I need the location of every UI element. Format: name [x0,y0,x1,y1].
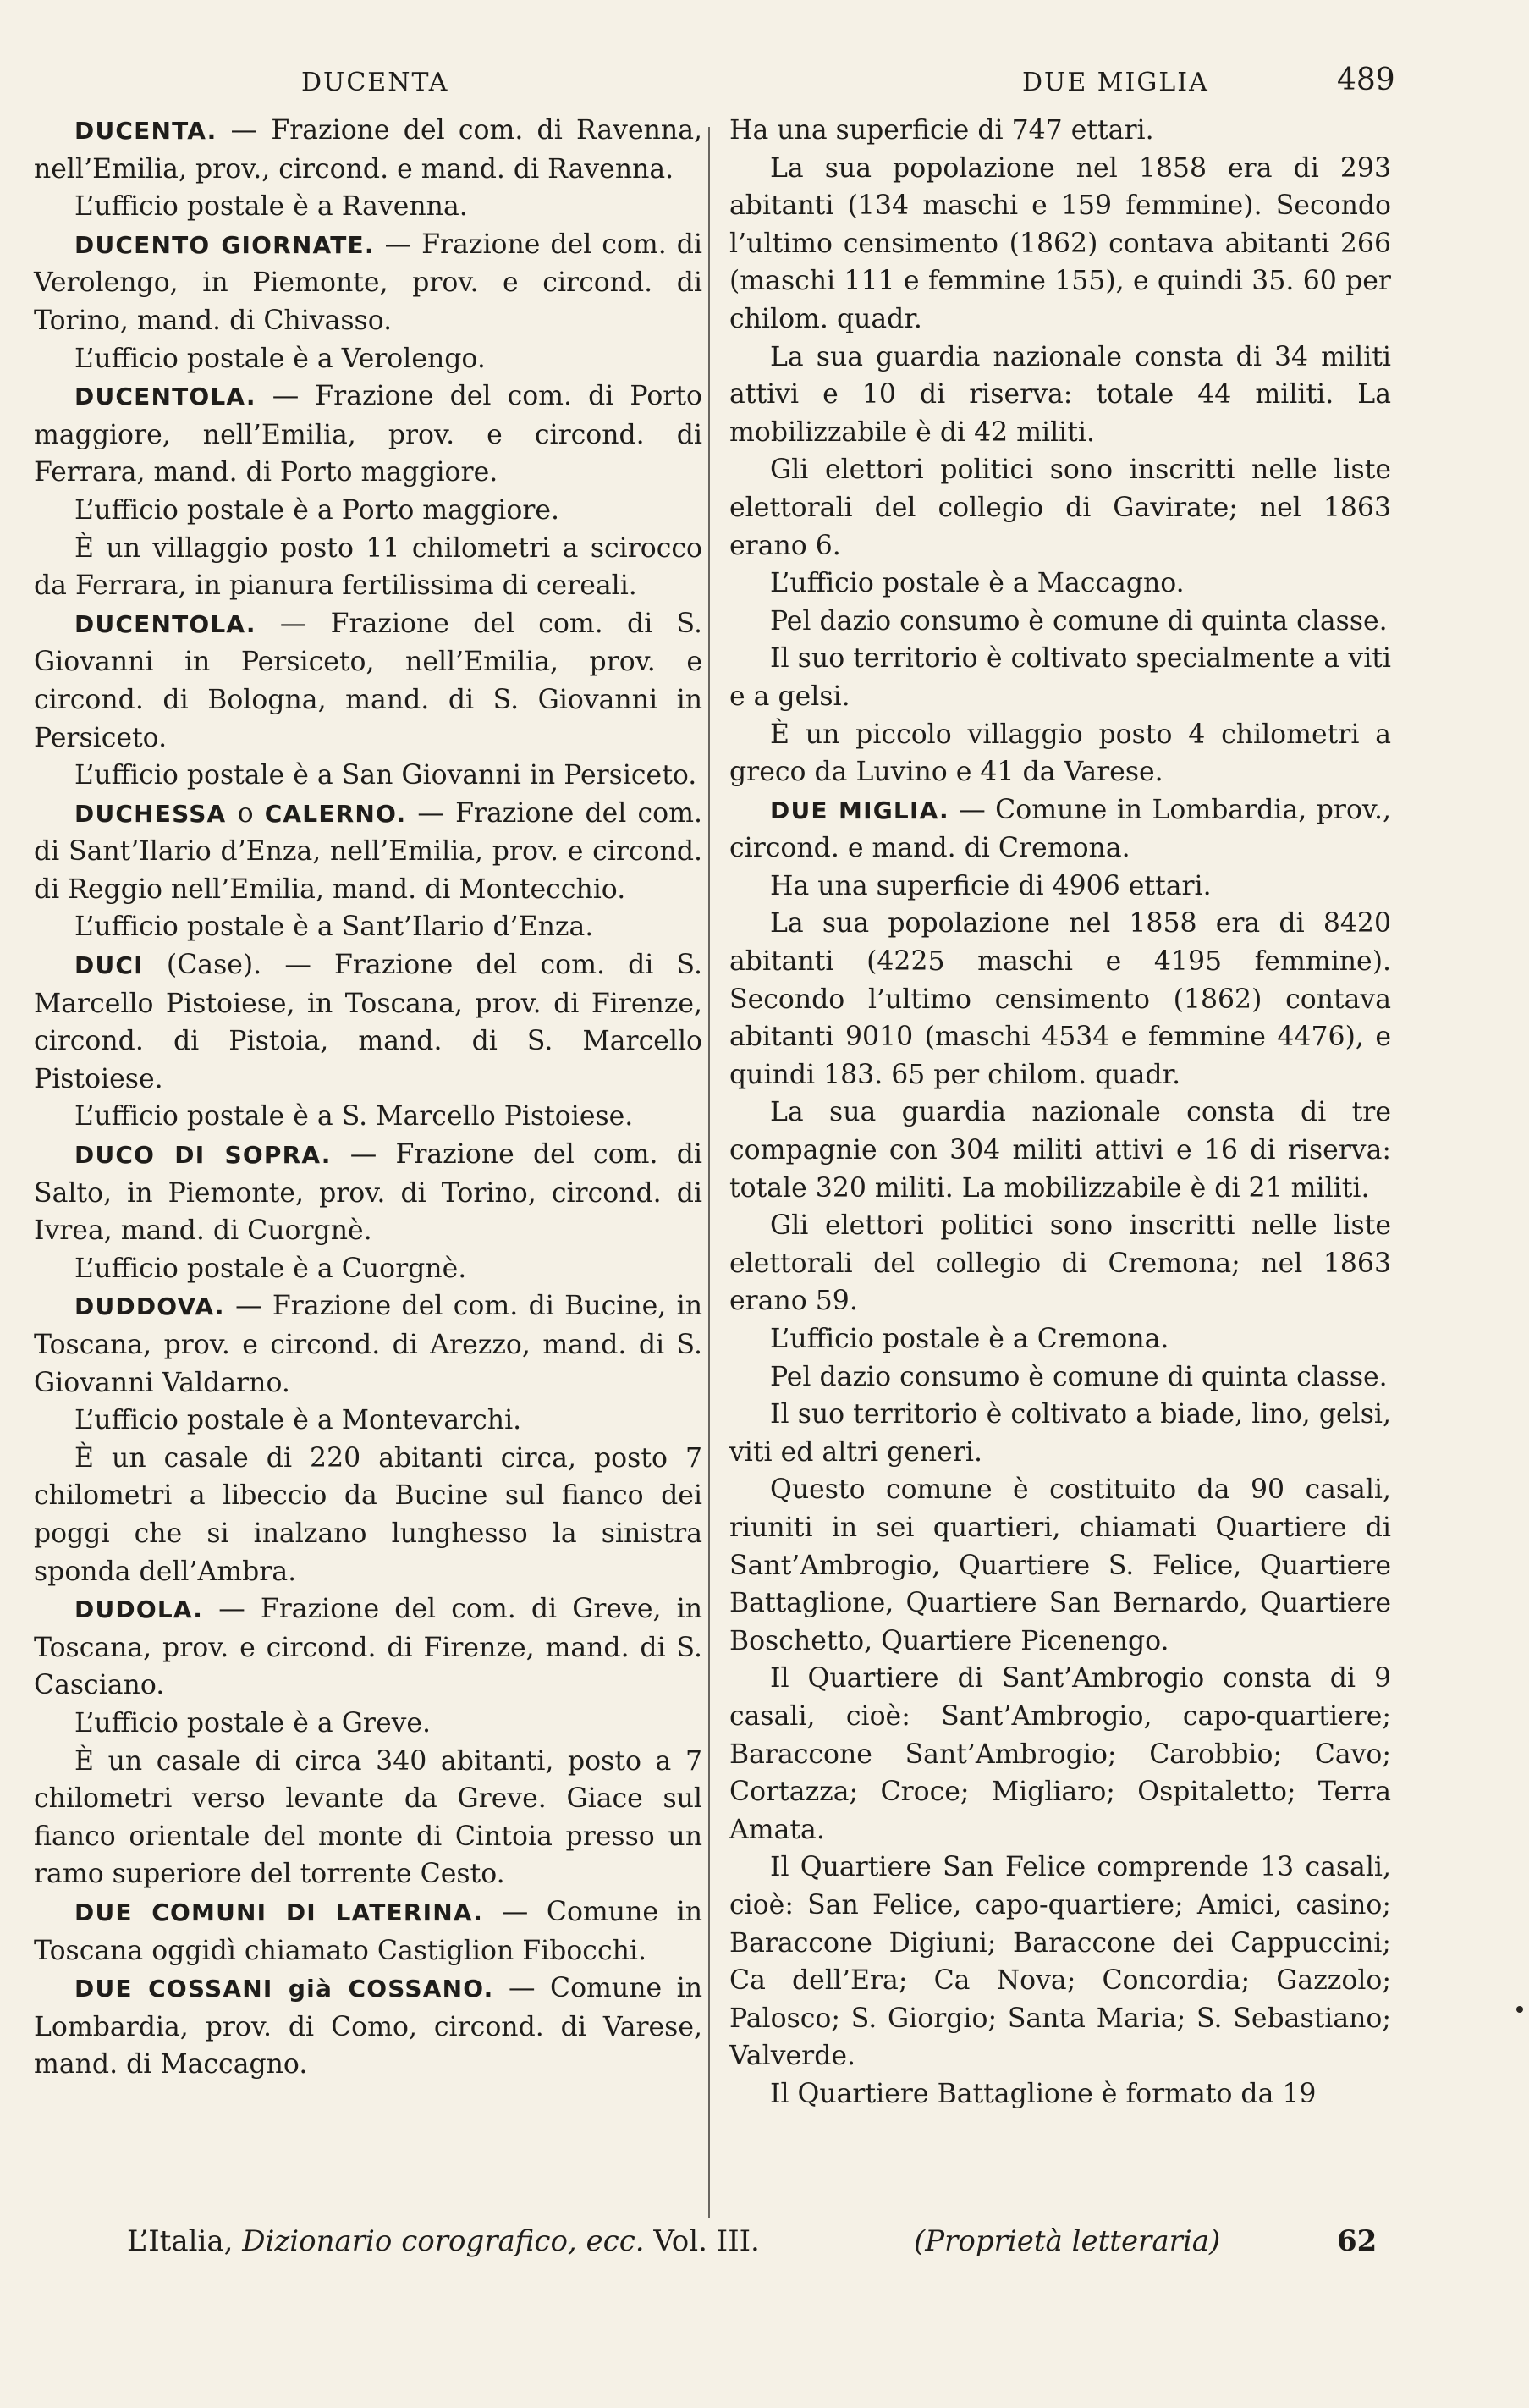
entry-text: Il suo territorio è coltivato a biade, lino, gelsi, viti ed altri generi. [729,1399,1391,1468]
entry-text: o [226,797,265,829]
footer-volume: Vol. III. [653,2224,760,2258]
entry-headword: DUCI [74,951,144,980]
column-divider [708,127,710,2218]
entry-paragraph [729,1320,1391,1358]
entry-text: Il Quartiere San Felice comprende 13 casali, cioè: San Felice, capo-quartiere; Amici, casino; Baraccone Digiuni; Baraccone dei Cappuccini; Ca dell’Era; Ca Nova; Concordia; Gazzolo; Palosco; S. Giorgio; Santa Maria; S. Sebastiano; Valverde. [729,1852,1391,2072]
footer-title-caps: L’Italia, [127,2224,234,2258]
dictionary-entry [34,1136,702,1250]
entry-text: — Comune in Toscana oggidì chiamato Castiglion Fibocchi. [34,1896,702,1966]
entry-paragraph [34,908,702,946]
page-number: 489 [1337,63,1395,97]
entry-text: — Frazione del com. di Porto maggiore, nell’Emilia, prov. e circond. di Ferrara, mand. di Porto maggiore. [34,381,702,488]
entry-headword: DUE MIGLIA. [770,796,949,824]
entry-text: L’ufficio postale è a Maccagno. [770,568,1185,599]
footer-title [127,2224,760,2258]
entry-text: L’ufficio postale è a Cremona. [770,1324,1169,1354]
entry-text: È un villaggio posto 11 chilometri a scirocco da Ferrara, in pianura fertilissima di cereali. [34,532,702,602]
dictionary-entry [34,605,702,757]
entry-text: L’ufficio postale è a Verolengo. [74,343,486,374]
entry-paragraph [729,112,1391,150]
right-column [729,112,1391,2113]
entry-headword: DUCENTO GIORNATE. [74,230,375,259]
entry-text: — Frazione del com. di Verolengo, in Piemonte, prov. e circond. di Torino, mand. di Chivasso. [34,229,702,336]
entry-text: L’ufficio postale è a S. Marcello Pistoiese. [74,1101,634,1132]
entry-text: Ha una superficie di 4906 ettari. [770,870,1212,901]
entry-paragraph [729,565,1391,603]
entry-paragraph [34,757,702,795]
entry-paragraph [729,339,1391,452]
entry-text: — Frazione del com. di Bucine, in Toscana, prov. e circond. di Arezzo, mand. di S. Giovanni Valdarno. [34,1291,702,1398]
entry-paragraph [34,340,702,378]
entry-paragraph [34,188,702,226]
entry-paragraph [729,905,1391,1094]
entry-text: Gli elettori politici sono inscritti nelle liste elettorali del collegio di Cremona; nel 1863 erano 59. [729,1210,1391,1317]
entry-paragraph [34,1743,702,1893]
entry-paragraph [729,1396,1391,1471]
entry-text: L’ufficio postale è a Porto maggiore. [74,494,560,526]
entry-text: L’ufficio postale è a Sant’Ilario d’Enza. [74,912,594,943]
entry-paragraph [34,1705,702,1743]
entry-text: L’ufficio postale è a Ravenna. [74,191,468,223]
entry-text: È un casale di circa 340 abitanti, posto a 7 chilometri verso levante da Greve. Giace sul fianco orientale del monte di Cintoia presso un ramo superiore del torrente Cesto. [34,1745,702,1890]
running-head-right: DUE MIGLIA [1022,68,1209,97]
entry-text: Ha una superficie di 747 ettari. [729,115,1154,146]
entry-paragraph [729,640,1391,715]
dictionary-entry [34,946,702,1098]
entry-text: Il suo territorio è coltivato specialmente a viti e a gelsi. [729,643,1391,712]
entry-paragraph [729,150,1391,339]
running-head [34,63,1395,110]
entry-paragraph [729,716,1391,791]
entry-text: L’ufficio postale è a San Giovanni in Persiceto. [74,760,697,791]
dictionary-entry [34,1287,702,1402]
entry-text: — Comune in Lombardia, prov. di Como, circond. di Varese, mand. di Maccagno. [34,1973,702,2080]
dictionary-entry [34,1893,702,1970]
entry-headword: DUE COMUNI DI LATERINA. [74,1898,484,1926]
page-footer [127,2224,1378,2267]
entry-text: Il Quartiere di Sant’Ambrogio consta di 9 casali, cioè: Sant’Ambrogio, capo-quartiere; Baraccone Sant’Ambrogio; Carobbio; Cavo; Cortazza; Croce; Migliaro; Ospitaletto; Terra Amata. [729,1663,1391,1845]
entry-text: La sua guardia nazionale consta di tre compagnie con 304 militi attivi e 16 di riserva: totale 320 militi. La mobilizzabile è di 21 militi. [729,1097,1391,1204]
entry-headword: DUCENTA. [74,117,217,145]
entry-paragraph [729,1471,1391,1660]
footer-rights: (Proprietà letteraria) [914,2224,1221,2258]
entry-text: Pel dazio consumo è comune di quinta classe. [770,605,1388,636]
entry-text: L’ufficio postale è a Cuorgnè. [74,1253,467,1284]
entry-text: — Comune in Lombardia, prov., circond. e mand. di Cremona. [729,794,1391,864]
left-column [34,112,702,2084]
entry-headword: DUE COSSANI già COSSANO. [74,1975,494,2003]
entry-paragraph [729,1660,1391,1849]
entry-headword: DUDOLA. [74,1595,204,1624]
entry-text: Questo comune è costituito da 90 casali, riuniti in sei quartieri, chiamati Quartiere di Sant’Ambrogio, Quartiere S. Felice, Quartiere Battaglione, Quartiere San Bernardo, Quartiere Boschetto, Quartiere Picenengo. [729,1474,1391,1656]
entry-text: La sua popolazione nel 1858 era di 8420 abitanti (4225 maschi e 4195 femmine). Secondo l’ultimo censimento (1862) contava abitanti 9010 (maschi 4534 e femmine 4476), e quindi 183. 65 per chilom. quadr. [729,908,1391,1090]
footer-title-italic: Dizionario corografico, ecc. [242,2224,645,2258]
entry-text: Gli elettori politici sono inscritti nelle liste elettorali del collegio di Gavirate; nel 1863 erano 6. [729,455,1391,561]
running-head-left: DUCENTA [301,68,449,97]
entry-headword: DUCENTOLA. [74,383,256,411]
dictionary-entry [34,112,702,188]
entry-headword: DUDDOVA. [74,1292,225,1321]
entry-text: L’ufficio postale è a Greve. [74,1707,432,1738]
dictionary-entry [34,226,702,340]
entry-headword: DUCHESSA [74,799,227,828]
entry-paragraph [729,451,1391,565]
entry-paragraph [34,1402,702,1440]
dictionary-entry [34,1970,702,2084]
entry-text: Il Quartiere Battaglione è formato da 19 [770,2078,1317,2109]
entry-text: — Frazione del com. di Sant’Ilario d’Enza, nell’Emilia, prov. e circond. di Reggio nell’Emilia, mand. di Montecchio. [34,797,702,905]
entry-paragraph [34,530,702,605]
entry-text: È un piccolo villaggio posto 4 chilometri a greco da Luvino e 41 da Varese. [729,719,1391,788]
entry-paragraph [34,1098,702,1136]
ink-speck [1516,2006,1523,2013]
entry-paragraph [729,1094,1391,1207]
entry-headword: DUCO DI SOPRA. [74,1141,332,1170]
entry-paragraph [34,492,702,530]
entry-text: La sua guardia nazionale consta di 34 militi attivi e 10 di riserva: totale 44 militi. La mobilizzabile è di 42 militi. [729,341,1391,448]
entry-headword: DUCENTOLA. [74,609,256,638]
entry-text: Pel dazio consumo è comune di quinta classe. [770,1361,1388,1392]
dictionary-entry [34,377,702,492]
entry-paragraph [729,1207,1391,1320]
entry-text: — Frazione del com. di Ravenna, nell’Emilia, prov., circond. e mand. di Ravenna. [34,115,702,185]
entry-text: La sua popolazione nel 1858 era di 293 abitanti (134 maschi e 159 femmine). Secondo l’ultimo censimento (1862) contava abitanti 266 (maschi 111 e femmine 155), e quindi 35. 60 per chilom. quadr. [729,152,1391,334]
entry-paragraph [729,1358,1391,1397]
entry-paragraph [34,1250,702,1288]
entry-headword: CALERNO. [264,799,407,828]
entry-text: (Case). — Frazione del com. di S. Marcello Pistoiese, in Toscana, prov. di Firenze, circond. di Pistoia, mand. di S. Marcello Pistoiese. [34,950,702,1094]
entry-paragraph [729,1849,1391,2075]
entry-text: — Frazione del com. di Salto, in Piemonte, prov. di Torino, circond. di Ivrea, mand. di Cuorgnè. [34,1139,702,1247]
entry-text: — Frazione del com. di Greve, in Toscana, prov. e circond. di Firenze, mand. di S. Casciano. [34,1594,702,1701]
entry-paragraph [729,2075,1391,2113]
dictionary-entry [34,795,702,909]
entry-paragraph [729,868,1391,906]
entry-paragraph [34,1440,702,1590]
entry-text: — Frazione del com. di S. Giovanni in Persiceto, nell’Emilia, prov. e circond. di Bologna, mand. di S. Giovanni in Persiceto. [34,608,702,753]
dictionary-entry [729,791,1391,868]
entry-paragraph [729,603,1391,641]
entry-text: È un casale di 220 abitanti circa, posto 7 chilometri a libeccio da Bucine sul fianco dei poggi che si inalzano lunghesso la sinistra sponda dell’Ambra. [34,1442,702,1587]
footer-signature: 62 [1337,2224,1378,2258]
entry-text: L’ufficio postale è a Montevarchi. [74,1405,522,1436]
dictionary-entry [34,1590,702,1705]
